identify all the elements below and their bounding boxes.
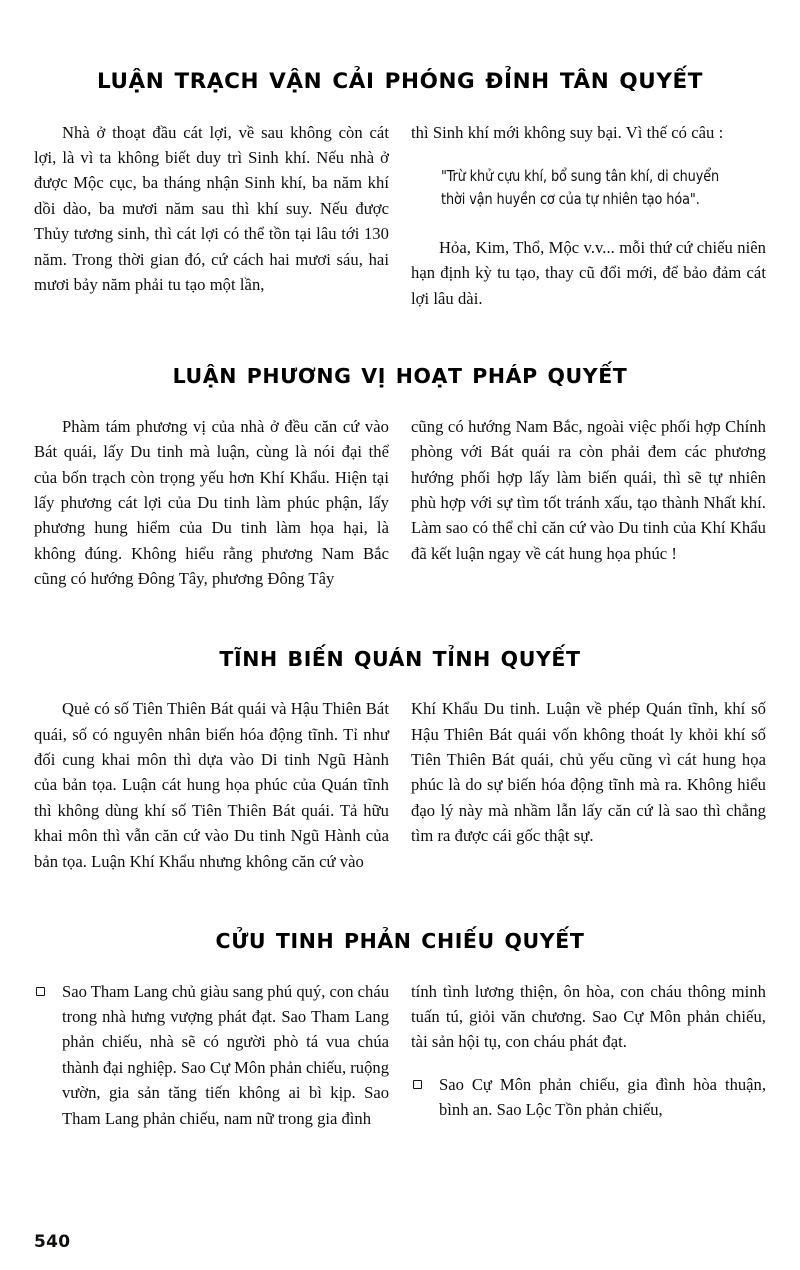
list-item <box>34 979 389 1131</box>
bullet-list <box>411 1072 766 1123</box>
section-heading-luan-phuong-vi: LUẬN PHƯƠNG VỊ HOẠT PHÁP QUYẾT <box>172 364 628 389</box>
section-2-left-column <box>34 414 389 592</box>
paragraph: Nhà ở thoạt đầu cát lợi, về sau không còn cát lợi, là vì ta không biết duy trì Sinh khí. Nếu nhà ở được Mộc cục, ba tháng nhận Sinh khí, ba năm khí dồi dào, ba mươi năm sau thì khí suy. Nếu được Thủy tương sinh, thì cát lợi có thể tồn tại lâu tới 130 năm. Trong thời gian đó, cứ cách hai mươi sáu, hai mươi bảy năm phải tu tạo một lần, <box>34 122 389 295</box>
section-heading-tinh-bien-quan-tinh: TĨNH BIẾN QUÁN TỈNH QUYẾT <box>219 646 581 671</box>
section-3-columns <box>34 696 766 874</box>
spacer <box>34 388 766 414</box>
paragraph: Khí Khẩu Du tinh. Luận về phép Quán tĩnh, khí số Hậu Thiên Bát quái vốn không thoát ly khỏi khí số Tiên Thiên Bát quái, chủ yếu cũng vì cát hung họa phúc là do sự biến hóa động tĩnh mà ra. Không hiểu đạo lý này mà nhầm lẫn lấy căn cứ là sao thì chẳng tìm ra được cái gốc thật sự. <box>411 699 766 846</box>
section-2-columns <box>34 414 766 592</box>
section-3-right-column <box>411 696 766 848</box>
square-bullet-icon <box>413 1080 422 1089</box>
paragraph: Quẻ có số Tiên Thiên Bát quái và Hậu Thiên Bát quái, số có nguyên nhân biến hóa động tĩnh. Tỉ như đối cung khai môn thì dựa vào Di tinh Ngũ Hành của bản tọa. Luận cát hung họa phúc của Quán tĩnh thì không dùng khí số Tiên Thiên Bát quái. Tả hữu khai môn thì vẫn căn cứ vào Du tinh Ngũ Hành của bản tọa. Luận Khí Khẩu nhưng không căn cứ vào <box>34 699 389 871</box>
paragraph: Phàm tám phương vị của nhà ở đều căn cứ vào Bát quái, lấy Du tinh mà luận, cùng là nói đại thể của bốn trạch còn trọng yếu hơn Khí Khẩu. Hiện tại lấy phương cát lợi của Du tinh làm phúc phận, lấy phương hung hiểm của Du tinh làm họa hại, là không đúng. Không hiểu rằng phương Nam Bắc cũng có hướng Đông Tây, phương Đông Tây <box>34 416 389 589</box>
spacer <box>34 94 766 120</box>
spacer <box>34 874 766 930</box>
list-item <box>411 1072 766 1123</box>
spacer <box>34 953 766 979</box>
section-4-right-column <box>411 979 766 1123</box>
paragraph: Hỏa, Kim, Thổ, Mộc v.v... mỗi thứ cứ chiếu niên hạn định kỳ tu tạo, thay cũ đổi mới, để bảo đảm cát lợi lâu dài. <box>411 238 766 308</box>
blockquote: "Trừ khử cựu khí, bổ sung tân khí, di chuyển thời vận huyền cơ của tự nhiên tạo hóa". <box>441 167 720 209</box>
page-number: 540 <box>34 1232 71 1252</box>
spacer <box>34 670 766 696</box>
list-item-text: Sao Tham Lang chủ giàu sang phú quý, con cháu trong nhà hưng vượng phát đạt. Sao Tham Lang phản chiếu, nhà sẽ có người phò tá vua chúa thành đại nghiệp. Sao Cự Môn phản chiếu, ruộng vườn, gia sản tăng tiến không ai bì kịp. Sao Tham Lang phản chiếu, nam nữ trong gia đình <box>62 981 389 1128</box>
section-2-right-column <box>411 414 766 566</box>
section-1-right-column <box>411 120 766 312</box>
paragraph: thì Sinh khí mới không suy bại. Vì thế có câu : <box>411 122 724 142</box>
section-3-left-column <box>34 696 389 874</box>
section-heading-luan-trach-van: LUẬN TRẠCH VẬN CẢI PHÓNG ĐỈNH TÂN QUYẾT <box>96 69 704 94</box>
section-heading-cuu-tinh-phan-chieu: CỬU TINH PHẢN CHIẾU QUYẾT <box>215 929 585 954</box>
paragraph: cũng có hướng Nam Bắc, ngoài việc phối hợp Chính phòng với Bát quái ra còn phải đem các phương hướng phối hợp lấy làm biến quái, thì sẽ tự nhiên phù hợp với sự tìm tốt tránh xấu, tạo thành Nhất khí. Làm sao có thể chỉ căn cứ vào Du tinh của Khí Khẩu đã kết luận ngay về cát hung họa phúc ! <box>411 416 766 563</box>
square-bullet-icon <box>36 987 45 996</box>
section-4-left-column <box>34 979 389 1131</box>
paragraph: tính tình lương thiện, ôn hòa, con cháu thông minh tuấn tú, giỏi văn chương. Sao Cự Môn phản chiếu, tài sản hội tụ, con cháu phát đạt. <box>411 981 766 1052</box>
list-item-text: Sao Cự Môn phản chiếu, gia đình hòa thuận, bình an. Sao Lộc Tồn phản chiếu, <box>439 1074 766 1120</box>
section-4-columns <box>34 979 766 1131</box>
bullet-list <box>34 979 389 1131</box>
document-page <box>0 70 800 1270</box>
section-1-left-column <box>34 120 389 298</box>
spacer <box>34 311 766 365</box>
spacer <box>34 592 766 648</box>
section-1-columns <box>34 120 766 312</box>
